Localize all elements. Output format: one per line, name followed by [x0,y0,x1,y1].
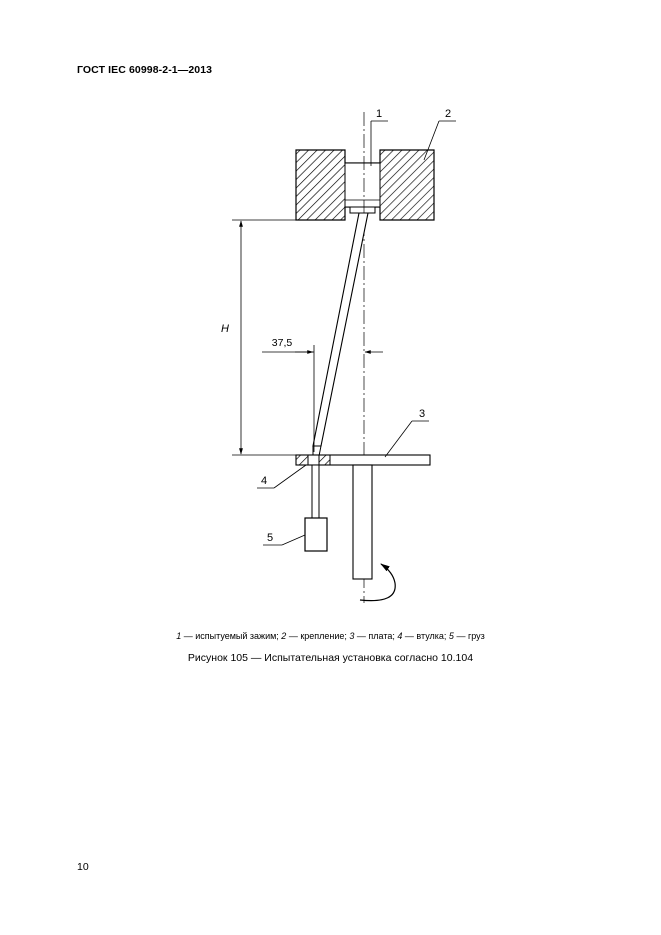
dimension-h-label: H [221,323,229,335]
legend-text-2: — крепление; [286,631,350,641]
figure-caption: Рисунок 105 — Испытательная установка согласно 10.104 [187,652,474,664]
weight [305,518,327,551]
legend-text-3: — плата; [354,631,398,641]
legend-num-2: 2 [281,631,287,641]
weight-wire [312,465,319,518]
legend-text-1: — испытуемый зажим; [181,631,282,641]
legend-num-5: 5 [448,631,454,641]
callout-4: 4 [260,475,268,487]
page-number: 10 [77,861,89,873]
legend-text-4: — втулка; [402,631,449,641]
figure-legend [0,631,661,641]
plate [296,455,430,465]
legend-num-1: 1 [176,631,182,641]
dimension-offset-label: 37,5 [271,337,293,349]
legend-text-5: — груз [453,631,485,641]
callout-5: 5 [266,532,274,544]
legend-num-4: 4 [397,631,403,641]
legend-num-3: 3 [349,631,355,641]
rotation-shaft [353,465,372,579]
tested-terminal-conductor [313,213,368,456]
callout-3-leader [385,421,429,457]
document-header: ГОСТ IEC 60998-2-1—2013 [77,64,213,76]
fixing-block [296,150,434,220]
callout-3: 3 [418,408,426,420]
callout-2: 2 [444,108,452,120]
callout-1: 1 [375,108,383,120]
